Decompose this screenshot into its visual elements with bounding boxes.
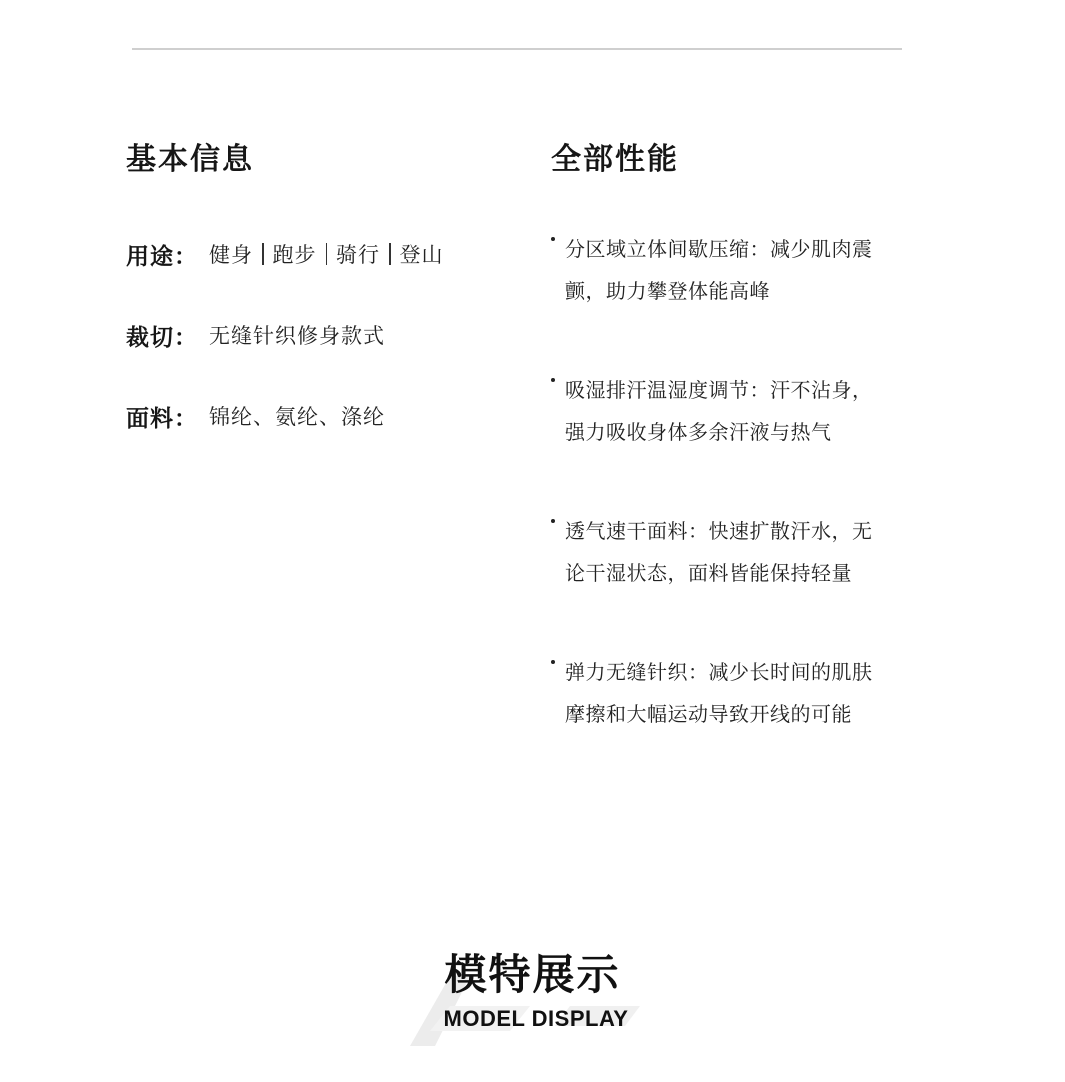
feature-list (551, 228, 931, 735)
fabric-label: 面料 (126, 405, 174, 432)
separator (326, 243, 328, 265)
feature-line: 颤，助力攀登体能高峰 (565, 279, 770, 303)
usage-colon: ： (174, 243, 197, 270)
feature-item (551, 651, 931, 735)
feature-item (551, 228, 931, 312)
cut-row (126, 315, 526, 355)
usage-value-running: 跑步 (272, 243, 317, 267)
feature-line: 论干湿状态，面料皆能保持轻量 (565, 561, 852, 585)
feature-line: 弹力无缝针织：减少长时间的肌肤 (565, 660, 873, 684)
fabric-value: 锦纶、氨纶、涤纶 (209, 405, 385, 429)
model-display-title: 模特展示 (444, 950, 621, 999)
usage-row (126, 234, 526, 274)
fabric-row (126, 396, 526, 436)
basic-info-section (126, 140, 526, 477)
bullet-icon (551, 378, 555, 382)
model-display-banner (0, 930, 1065, 1080)
separator (262, 243, 264, 265)
usage-value-hiking: 登山 (399, 243, 444, 267)
basic-info-heading: 基本信息 (126, 142, 254, 177)
bullet-icon (551, 237, 555, 241)
performance-heading: 全部性能 (551, 142, 679, 177)
bullet-icon (551, 519, 555, 523)
cut-colon: ： (174, 324, 197, 351)
feature-line: 分区域立体间歇压缩：减少肌肉震 (565, 237, 873, 261)
feature-item (551, 510, 931, 594)
usage-value-fitness: 健身 (209, 243, 253, 267)
feature-line: 吸湿排汗温湿度调节：汗不沾身， (565, 378, 873, 402)
fabric-colon: ： (174, 405, 197, 432)
feature-line: 摩擦和大幅运动导致开线的可能 (565, 702, 852, 726)
performance-section (551, 140, 931, 792)
cut-label: 裁切 (126, 324, 174, 351)
top-divider (132, 48, 902, 50)
separator (389, 243, 391, 265)
feature-line: 强力吸收身体多余汗液与热气 (565, 420, 832, 444)
feature-line: 透气速干面料：快速扩散汗水，无 (565, 519, 873, 543)
usage-label: 用途 (126, 243, 174, 270)
feature-item (551, 369, 931, 453)
bullet-icon (551, 660, 555, 664)
basic-info-list (126, 234, 526, 436)
usage-value-cycling: 骑行 (336, 243, 380, 267)
cut-value: 无缝针织修身款式 (209, 324, 385, 348)
model-display-subtitle: MODEL DISPLAY (443, 1006, 629, 1031)
